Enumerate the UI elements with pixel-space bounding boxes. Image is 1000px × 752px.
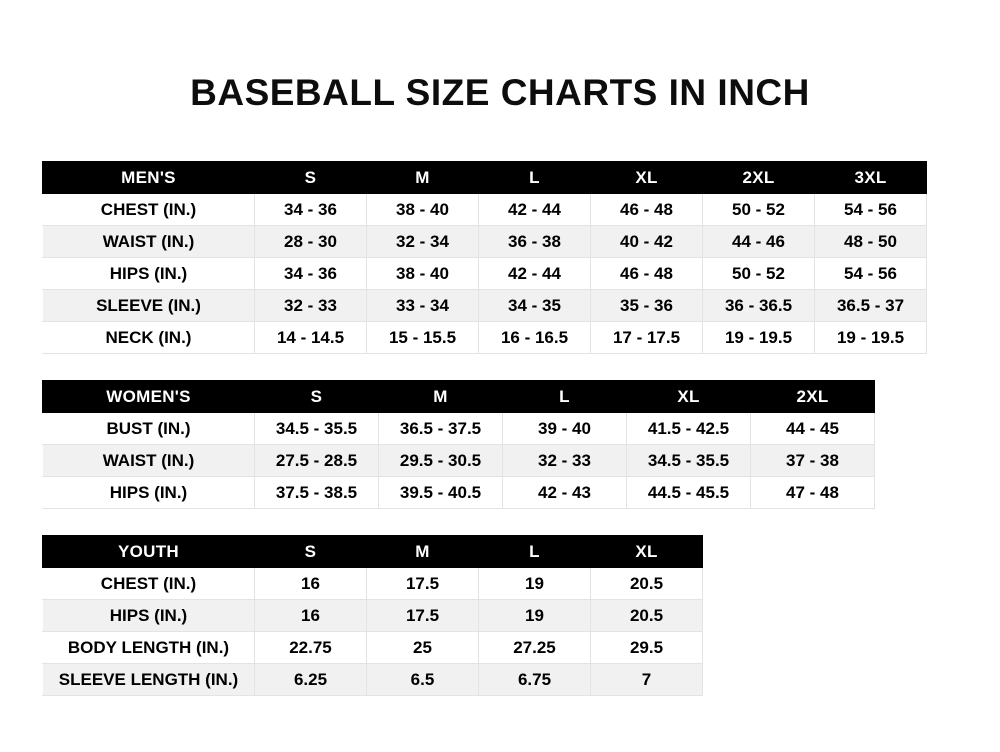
table-cell: 7 xyxy=(591,664,703,696)
table-cell: 48 - 50 xyxy=(815,226,927,258)
table-cell: 54 - 56 xyxy=(815,258,927,290)
womens-header-l: L xyxy=(503,381,627,413)
table-cell: 37 - 38 xyxy=(751,445,875,477)
mens-table-body xyxy=(43,194,927,354)
table-cell: 33 - 34 xyxy=(367,290,479,322)
table-row xyxy=(43,258,927,290)
table-cell: 44 - 46 xyxy=(703,226,815,258)
youth-header-s: S xyxy=(255,536,367,568)
row-label: WAIST (IN.) xyxy=(43,445,255,477)
table-row xyxy=(43,445,875,477)
table-cell: 42 - 44 xyxy=(479,194,591,226)
womens-header-m: M xyxy=(379,381,503,413)
row-label: SLEEVE LENGTH (IN.) xyxy=(43,664,255,696)
table-header-row xyxy=(43,162,927,194)
table-cell: 47 - 48 xyxy=(751,477,875,509)
table-cell: 36 - 36.5 xyxy=(703,290,815,322)
table-cell: 37.5 - 38.5 xyxy=(255,477,379,509)
table-cell: 42 - 44 xyxy=(479,258,591,290)
womens-header-xl: XL xyxy=(627,381,751,413)
youth-header-l: L xyxy=(479,536,591,568)
table-cell: 27.5 - 28.5 xyxy=(255,445,379,477)
womens-header-s: S xyxy=(255,381,379,413)
mens-header-s: S xyxy=(255,162,367,194)
table-cell: 54 - 56 xyxy=(815,194,927,226)
row-label: NECK (IN.) xyxy=(43,322,255,354)
table-cell: 44 - 45 xyxy=(751,413,875,445)
table-row xyxy=(43,664,703,696)
table-cell: 39.5 - 40.5 xyxy=(379,477,503,509)
table-cell: 19 - 19.5 xyxy=(703,322,815,354)
table-cell: 29.5 - 30.5 xyxy=(379,445,503,477)
row-label: HIPS (IN.) xyxy=(43,477,255,509)
table-cell: 39 - 40 xyxy=(503,413,627,445)
table-cell: 50 - 52 xyxy=(703,194,815,226)
womens-header-label: WOMEN'S xyxy=(43,381,255,413)
mens-header-xl: XL xyxy=(591,162,703,194)
row-label: SLEEVE (IN.) xyxy=(43,290,255,322)
table-cell: 22.75 xyxy=(255,632,367,664)
row-label: CHEST (IN.) xyxy=(43,568,255,600)
table-cell: 6.25 xyxy=(255,664,367,696)
table-row xyxy=(43,632,703,664)
table-cell: 41.5 - 42.5 xyxy=(627,413,751,445)
table-cell: 19 - 19.5 xyxy=(815,322,927,354)
youth-table-body xyxy=(43,568,703,696)
table-row xyxy=(43,600,703,632)
mens-header-2xl: 2XL xyxy=(703,162,815,194)
table-cell: 50 - 52 xyxy=(703,258,815,290)
youth-table-head xyxy=(43,536,703,568)
table-cell: 34.5 - 35.5 xyxy=(255,413,379,445)
row-label: HIPS (IN.) xyxy=(43,600,255,632)
table-cell: 16 xyxy=(255,600,367,632)
table-cell: 32 - 33 xyxy=(503,445,627,477)
table-cell: 29.5 xyxy=(591,632,703,664)
mens-header-3xl: 3XL xyxy=(815,162,927,194)
table-row xyxy=(43,194,927,226)
womens-table-head xyxy=(43,381,875,413)
table-cell: 6.5 xyxy=(367,664,479,696)
table-cell: 20.5 xyxy=(591,568,703,600)
table-cell: 34.5 - 35.5 xyxy=(627,445,751,477)
youth-header-xl: XL xyxy=(591,536,703,568)
womens-header-2xl: 2XL xyxy=(751,381,875,413)
youth-header-label: YOUTH xyxy=(43,536,255,568)
table-cell: 36.5 - 37.5 xyxy=(379,413,503,445)
table-row xyxy=(43,290,927,322)
table-cell: 15 - 15.5 xyxy=(367,322,479,354)
table-cell: 14 - 14.5 xyxy=(255,322,367,354)
table-cell: 34 - 36 xyxy=(255,194,367,226)
page-title: BASEBALL SIZE CHARTS IN INCH xyxy=(190,72,810,113)
table-cell: 35 - 36 xyxy=(591,290,703,322)
table-row xyxy=(43,322,927,354)
table-cell: 19 xyxy=(479,568,591,600)
row-label: BODY LENGTH (IN.) xyxy=(43,632,255,664)
table-cell: 16 - 16.5 xyxy=(479,322,591,354)
table-cell: 40 - 42 xyxy=(591,226,703,258)
table-cell: 38 - 40 xyxy=(367,194,479,226)
table-cell: 36 - 38 xyxy=(479,226,591,258)
mens-header-l: L xyxy=(479,162,591,194)
table-cell: 36.5 - 37 xyxy=(815,290,927,322)
size-tables xyxy=(0,161,1000,696)
table-cell: 32 - 33 xyxy=(255,290,367,322)
table-cell: 16 xyxy=(255,568,367,600)
table-cell: 32 - 34 xyxy=(367,226,479,258)
row-label: BUST (IN.) xyxy=(43,413,255,445)
table-cell: 44.5 - 45.5 xyxy=(627,477,751,509)
row-label: CHEST (IN.) xyxy=(43,194,255,226)
table-header-row xyxy=(43,536,703,568)
table-cell: 34 - 35 xyxy=(479,290,591,322)
table-header-row xyxy=(43,381,875,413)
womens-size-table xyxy=(42,380,875,509)
table-cell: 19 xyxy=(479,600,591,632)
table-row xyxy=(43,477,875,509)
table-cell: 38 - 40 xyxy=(367,258,479,290)
mens-size-table xyxy=(42,161,927,354)
mens-header-m: M xyxy=(367,162,479,194)
mens-table-head xyxy=(43,162,927,194)
mens-header-label: MEN'S xyxy=(43,162,255,194)
table-cell: 46 - 48 xyxy=(591,194,703,226)
table-cell: 25 xyxy=(367,632,479,664)
youth-size-table xyxy=(42,535,703,696)
table-cell: 42 - 43 xyxy=(503,477,627,509)
womens-table-body xyxy=(43,413,875,509)
table-cell: 46 - 48 xyxy=(591,258,703,290)
table-row xyxy=(43,413,875,445)
table-cell: 17.5 xyxy=(367,600,479,632)
youth-header-m: M xyxy=(367,536,479,568)
table-cell: 34 - 36 xyxy=(255,258,367,290)
row-label: WAIST (IN.) xyxy=(43,226,255,258)
row-label: HIPS (IN.) xyxy=(43,258,255,290)
table-cell: 27.25 xyxy=(479,632,591,664)
table-row xyxy=(43,568,703,600)
table-cell: 6.75 xyxy=(479,664,591,696)
table-cell: 17.5 xyxy=(367,568,479,600)
table-row xyxy=(43,226,927,258)
table-cell: 17 - 17.5 xyxy=(591,322,703,354)
table-cell: 28 - 30 xyxy=(255,226,367,258)
table-cell: 20.5 xyxy=(591,600,703,632)
